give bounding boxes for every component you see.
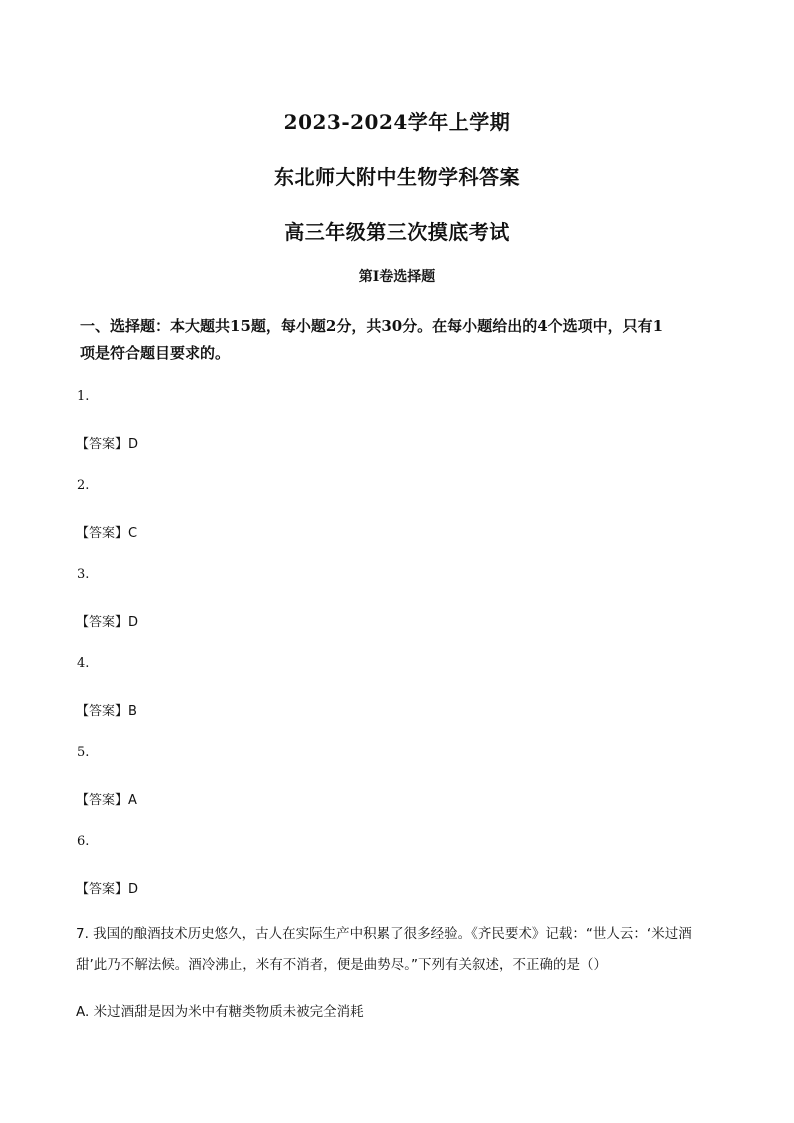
question-number: 6. — [77, 834, 90, 849]
question-number: 3. — [77, 567, 90, 582]
instruction-line-2: 项是符合题目要求的。 — [80, 344, 231, 362]
section-title: 第I卷选择题 — [358, 269, 436, 285]
instruction-line-1: 一、选择题：本大题共15题，每小题2分，共30分。在每小题给出的4个选项中，只有1 — [80, 317, 664, 335]
question-answer: 【答案】B — [76, 704, 137, 719]
question-answer: 【答案】D — [76, 615, 139, 630]
question-answer: 【答案】D — [76, 882, 139, 897]
question-answer: 【答案】A — [76, 793, 137, 808]
question-number: 1. — [77, 389, 90, 404]
question-7-stem-line-2: 甜’此乃不解法候。酒冷沸止，米有不消者，便是曲势尽。”下列有关叙述，不正确的是（） — [76, 957, 608, 973]
school-year-title: 2023-2024学年上学期 — [283, 110, 511, 134]
question-number: 2. — [77, 478, 90, 493]
question-number: 5. — [77, 745, 90, 760]
exam-title: 高三年级第三次摸底考试 — [284, 220, 510, 244]
question-number: 4. — [77, 656, 90, 671]
school-subject-title: 东北师大附中生物学科答案 — [274, 165, 520, 189]
question-7-option-a: A. 米过酒甜是因为米中有糖类物质未被完全消耗 — [76, 1004, 364, 1020]
question-7-stem-line-1: 7. 我国的酿酒技术历史悠久，古人在实际生产中积累了很多经验。《齐民要术》记载：“世人云：‘米过酒 — [76, 926, 692, 942]
question-answer: 【答案】C — [76, 526, 138, 541]
question-answer: 【答案】D — [76, 437, 139, 452]
